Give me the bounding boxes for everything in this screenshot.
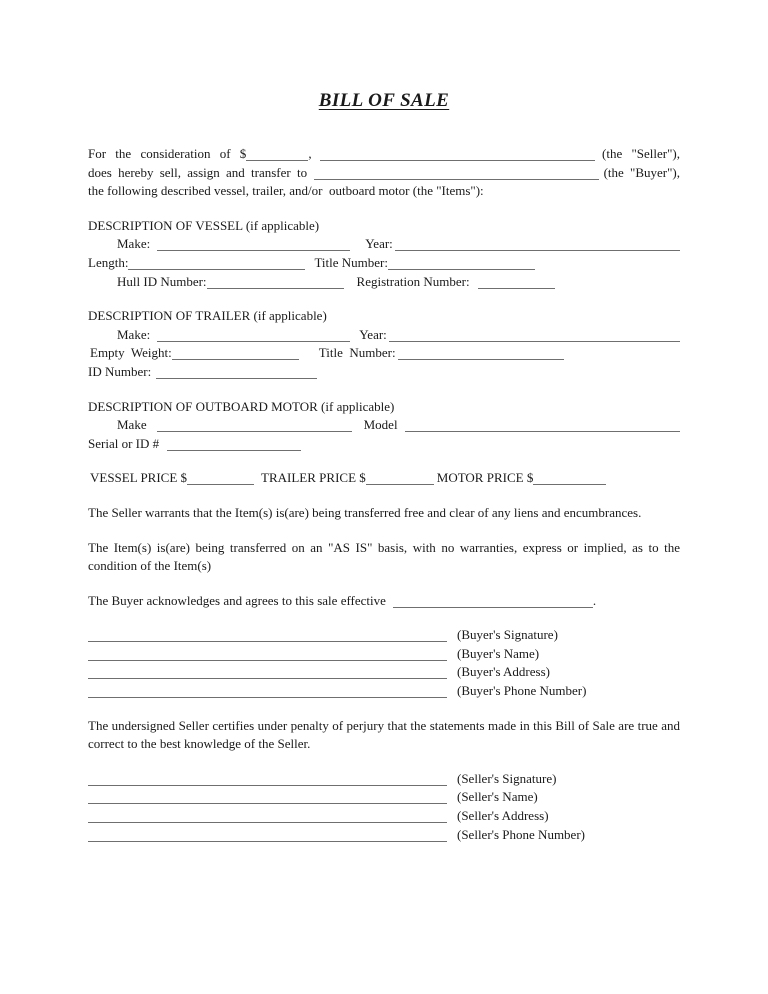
motor-serial-row [88, 435, 680, 454]
motor-make-blank[interactable] [157, 431, 352, 432]
trailer-price-label: TRAILER PRICE $ [261, 470, 366, 486]
motor-serial-blank[interactable] [167, 450, 301, 451]
document-title-text: BILL OF SALE [318, 90, 450, 111]
buyer-address-row [88, 663, 680, 682]
motor-section [88, 398, 680, 454]
vessel-price-label: VESSEL PRICE $ [90, 470, 188, 486]
buyer-name-label: (Buyer's Name) [457, 645, 540, 661]
as-is-clause: The Item(s) is(are) being transferred on an "AS IS" basis, with no warranties, express or implied, as to the condition of the Item(s) [88, 539, 680, 574]
buyer-address-label: (Buyer's Address) [457, 664, 550, 680]
trailer-make-label: Make: [117, 326, 151, 342]
vessel-price-blank[interactable] [187, 484, 254, 485]
seller-signature-label: (Seller's Signature) [457, 770, 557, 786]
trailer-section [88, 307, 680, 381]
trailer-make-blank[interactable] [157, 341, 350, 342]
motor-make-label: Make [117, 417, 147, 433]
buyer-signature-row [88, 626, 680, 645]
prices-row [88, 469, 680, 488]
vessel-title-number-blank[interactable] [388, 269, 535, 270]
motor-price-label: MOTOR PRICE $ [436, 470, 534, 486]
vessel-make-blank[interactable] [157, 250, 350, 251]
seller-phone-row [88, 826, 680, 845]
vessel-hull-id-blank[interactable] [207, 288, 344, 289]
seller-certification-clause: The undersigned Seller certifies under penalty of perjury that the statements made in this Bill of Sale are true and correct to the best knowledge of the Seller. [88, 717, 680, 752]
intro-line-transfer [88, 164, 680, 183]
trailer-year-label: Year: [359, 326, 387, 342]
effective-prefix: The Buyer acknowledges and agrees to this sale effective [88, 592, 386, 608]
motor-make-row [88, 416, 680, 435]
trailer-id-number-label: ID Number: [88, 363, 152, 379]
vessel-section [88, 217, 680, 291]
intro-line-consideration [88, 145, 680, 164]
vessel-make-label: Make: [117, 236, 151, 252]
trailer-heading [88, 307, 680, 326]
motor-price-blank[interactable] [533, 484, 606, 485]
seller-address-row [88, 807, 680, 826]
transfer-prefix: does hereby sell, assign and transfer to [88, 164, 308, 180]
motor-model-blank[interactable] [405, 431, 680, 432]
trailer-empty-weight-label: Empty Weight: [90, 345, 172, 361]
intro-paragraph [88, 145, 680, 201]
vessel-registration-label: Registration Number: [356, 273, 470, 289]
consideration-comma: , [308, 146, 312, 161]
trailer-empty-weight-blank[interactable] [172, 359, 299, 360]
buyer-signature-label: (Buyer's Signature) [457, 627, 558, 643]
seller-signature-row [88, 770, 680, 789]
buyer-phone-label: (Buyer's Phone Number) [457, 683, 587, 699]
buyer-signature-block [88, 626, 680, 700]
trailer-id-row [88, 363, 680, 382]
buyer-name-row [88, 645, 680, 664]
vessel-length-row [88, 254, 680, 273]
buyer-address-blank[interactable] [88, 678, 447, 679]
seller-address-label: (Seller's Address) [457, 808, 549, 824]
seller-suffix: (the "Seller"), [602, 146, 680, 161]
seller-address-blank[interactable] [88, 822, 447, 823]
seller-name-row [88, 788, 680, 807]
trailer-title-number-blank[interactable] [398, 359, 564, 360]
vessel-hull-id-label: Hull ID Number: [117, 273, 207, 289]
intro-line-items [88, 182, 680, 201]
items-description: the following described vessel, trailer, and/or outboard motor (the "Items"): [88, 183, 484, 199]
motor-model-label: Model [363, 417, 398, 433]
buyer-phone-row [88, 682, 680, 701]
motor-heading-text: DESCRIPTION OF OUTBOARD MOTOR (if applicable) [88, 398, 395, 414]
vessel-heading [88, 217, 680, 236]
trailer-weight-row [88, 344, 680, 363]
trailer-heading-text: DESCRIPTION OF TRAILER (if applicable) [88, 308, 327, 324]
warranty-clause: The Seller warrants that the Item(s) is(are) being transferred free and clear of any liens and encumbrances. [88, 504, 642, 520]
vessel-title-number-label: Title Number: [314, 254, 388, 270]
motor-heading [88, 398, 680, 417]
trailer-year-blank[interactable] [389, 341, 680, 342]
consideration-amount-blank[interactable] [246, 160, 308, 161]
vessel-hull-row [88, 273, 680, 292]
vessel-year-label: Year: [365, 236, 393, 252]
effective-period: . [592, 592, 597, 608]
vessel-heading-text: DESCRIPTION OF VESSEL (if applicable) [88, 217, 320, 233]
vessel-length-blank[interactable] [128, 269, 305, 270]
buyer-name-line-blank[interactable] [88, 660, 447, 661]
vessel-year-blank[interactable] [395, 250, 680, 251]
vessel-registration-blank[interactable] [478, 288, 555, 289]
buyer-phone-blank[interactable] [88, 697, 447, 698]
seller-phone-blank[interactable] [88, 841, 447, 842]
buyer-signature-blank[interactable] [88, 641, 447, 642]
effective-date-blank[interactable] [393, 607, 593, 608]
seller-phone-label: (Seller's Phone Number) [457, 826, 585, 842]
trailer-price-blank[interactable] [366, 484, 434, 485]
consideration-prefix: For the consideration of $ [88, 146, 247, 161]
effective-date-row [88, 592, 680, 611]
vessel-length-label: Length: [88, 254, 129, 270]
trailer-make-row [88, 326, 680, 345]
document-title [88, 90, 680, 112]
seller-name-label: (Seller's Name) [457, 789, 538, 805]
seller-name-blank[interactable] [320, 160, 595, 161]
buyer-suffix: (the "Buyer"), [603, 164, 680, 180]
trailer-id-number-blank[interactable] [156, 378, 317, 379]
vessel-make-row [88, 235, 680, 254]
seller-signature-blank[interactable] [88, 785, 447, 786]
trailer-title-number-label: Title Number: [318, 345, 396, 361]
seller-signature-block [88, 770, 680, 844]
seller-name-line-blank[interactable] [88, 803, 447, 804]
motor-serial-label: Serial or ID # [88, 435, 160, 451]
buyer-name-blank[interactable] [314, 179, 598, 180]
